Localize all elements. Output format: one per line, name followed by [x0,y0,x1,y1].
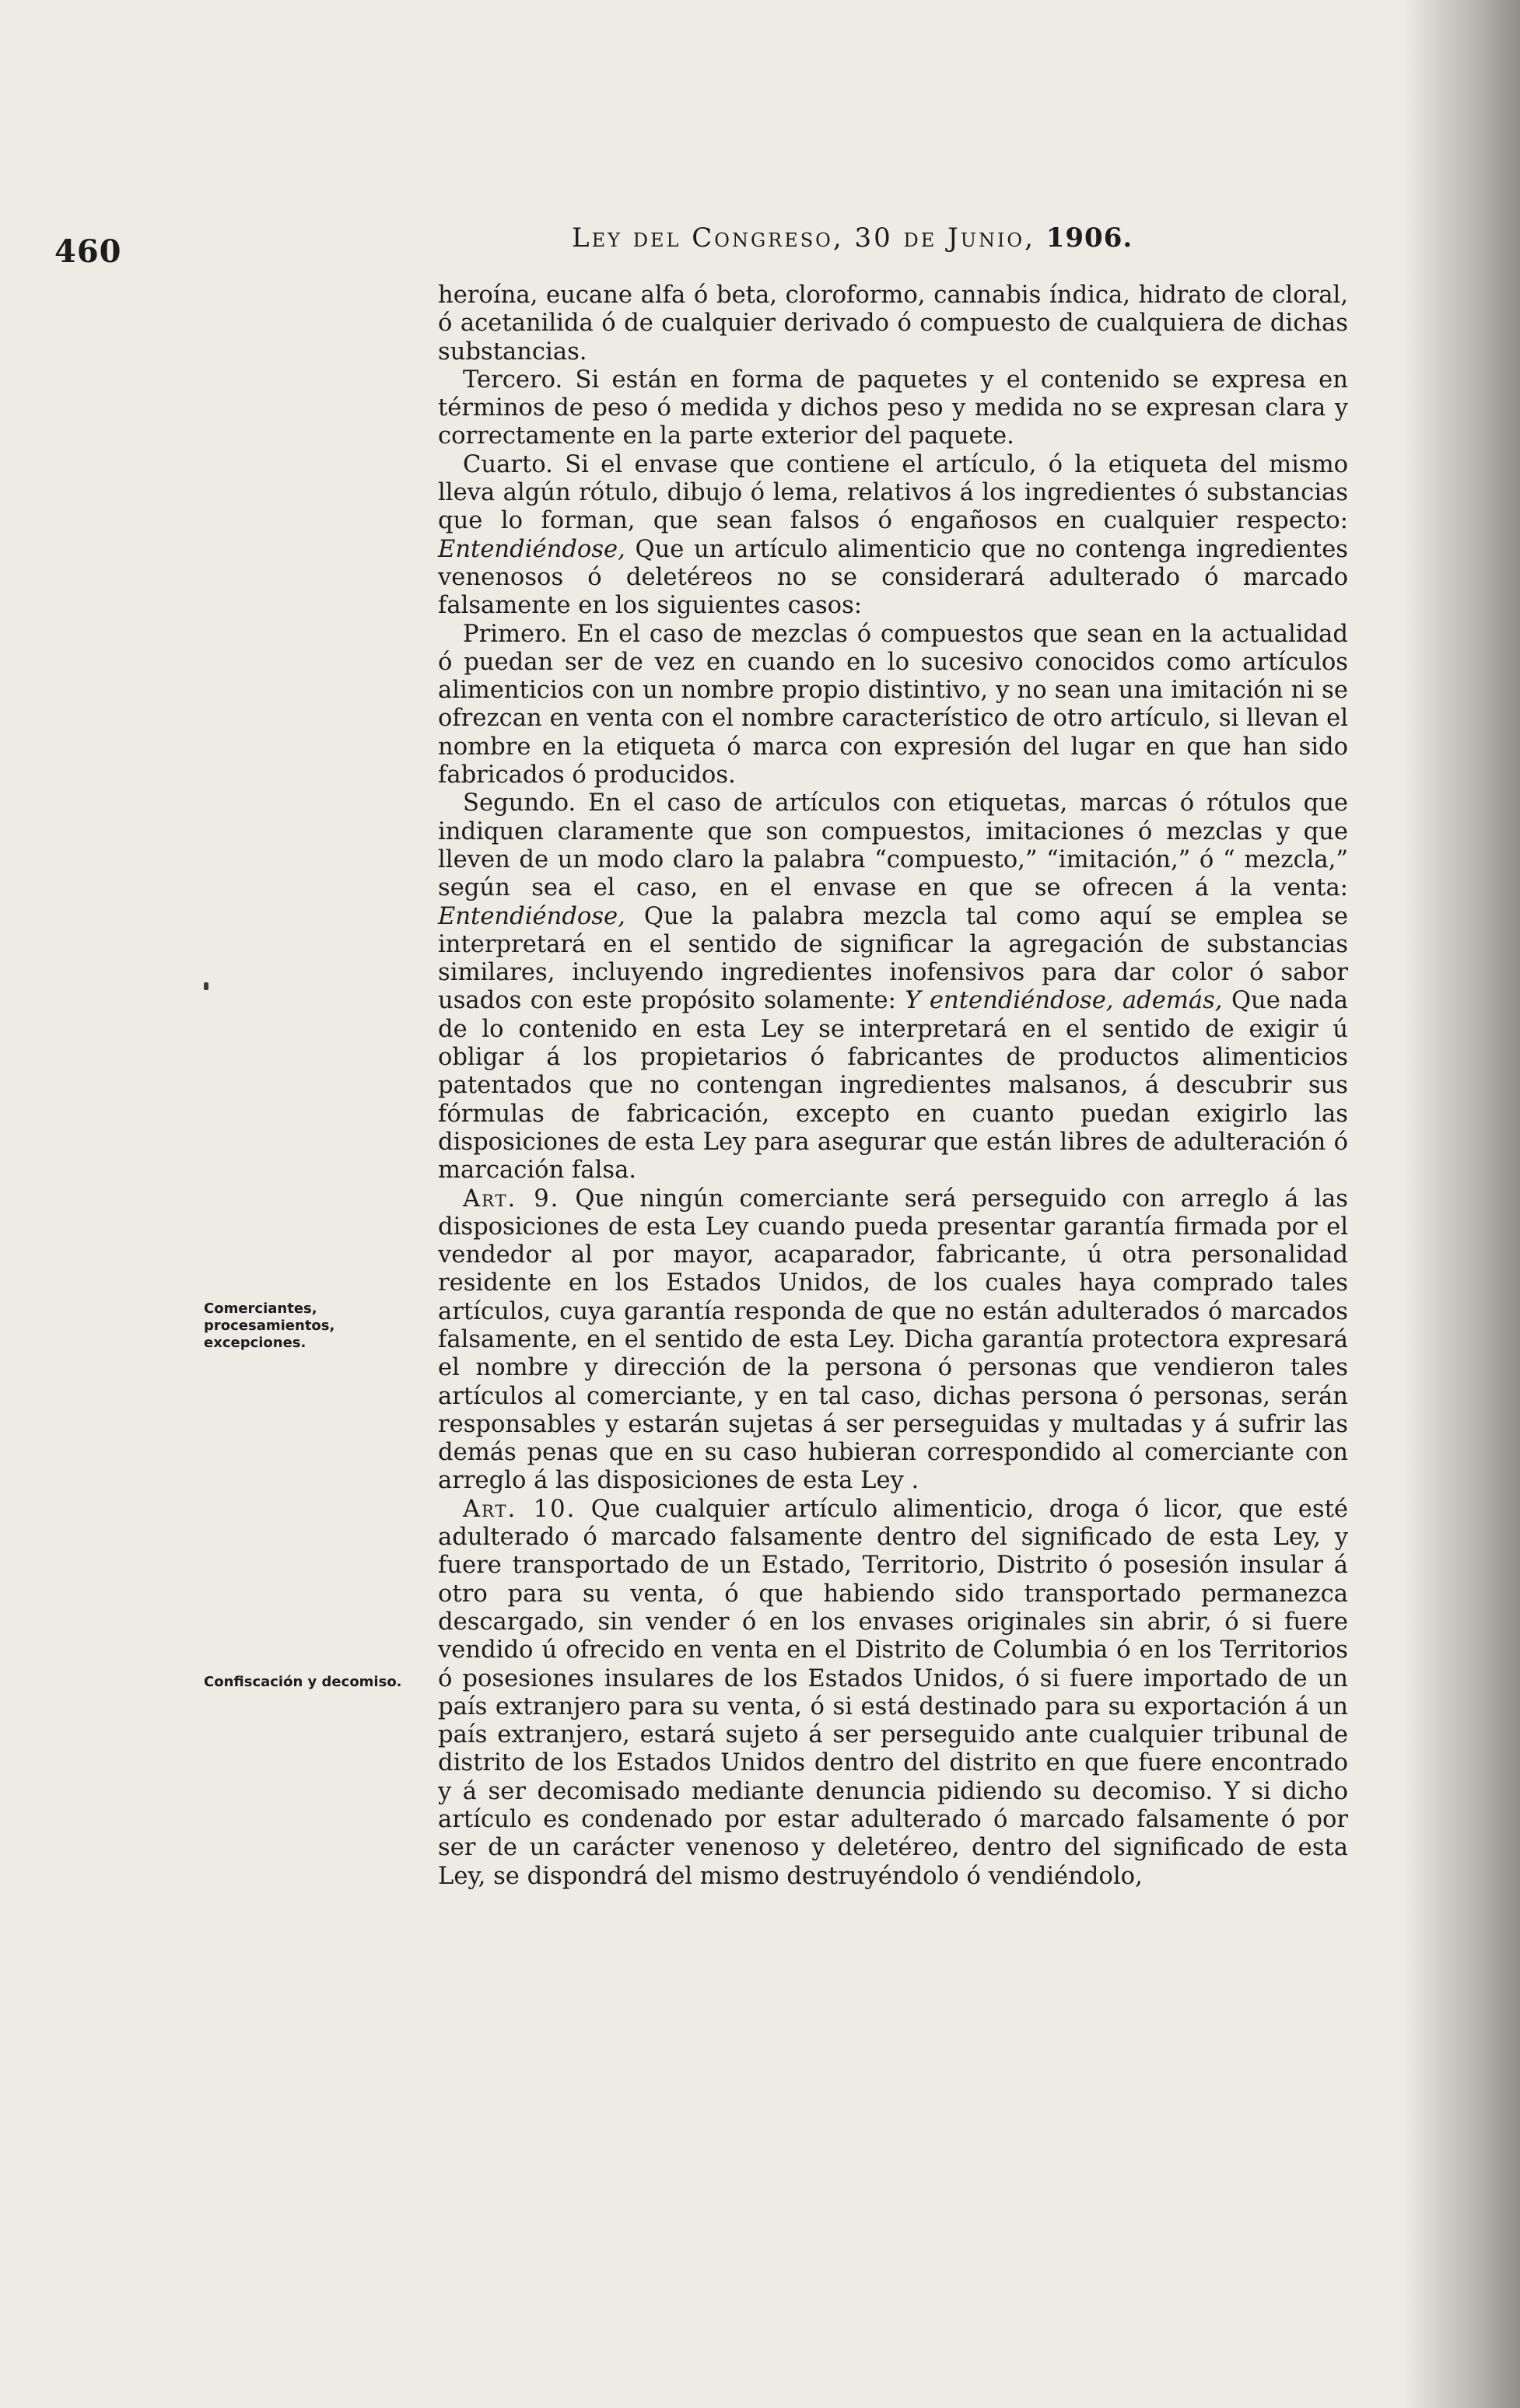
paragraph-tercero: Tercero. Si están en forma de paquetes y el contenido se expresa en términos de peso ó medida y dichos peso y medida no se expresan clara y correctamente en la parte exterior del paquete. [438,366,1348,450]
margin-note-confiscacion: Confiscación y decomiso. [204,1674,402,1690]
paragraph-primero: Primero. En el caso de mezclas ó compuestos que sean en la actualidad ó puedan ser de vez en cuando en lo sucesivo conocidos como artículos alimenticios con un nombre propio distintivo, y no sean una imitación ni se ofrezcan en venta con el nombre característico de otro artículo, si llevan el nombre en la etiqueta ó marca con expresión del lugar en que han sido fabricados ó producidos. [438,620,1348,789]
running-head [572,222,1133,254]
cuarto-emphasis: Entendiéndose, [438,535,625,563]
cuarto-text: Cuarto. Si el envase que contiene el artículo, ó la etiqueta del mismo lleva algún rótulo, dibujo ó lema, relativos á los ingredientes ó substancias que lo forman, que sean falsos ó engañosos en cualquier respecto: [438,450,1348,535]
paragraph-segundo [438,789,1348,1185]
segundo-emphasis-2: Y entendiéndose, además, [905,987,1223,1015]
segundo-text-cont: Que la palabra mezcla tal como aquí se emplea se interpretará en el sentido de significar la agregación de substancias similares, incluyendo ingredientes inofensivos para dar color ó sabor usados con este propósito solamente: [438,902,1348,1015]
article-10-label: Art. 10. [463,1495,576,1523]
page-edge-shadow [1403,0,1520,2408]
segundo-text: Segundo. En el caso de artículos con etiquetas, marcas ó rótulos que indiquen claramente que son compuestos, imitaciones ó mezclas y que lleven de un modo claro la palabra “compuesto,” “imitación,” ó “ mezcla,” según sea el caso, en el envase en que se ofrecen á la venta: [438,789,1348,902]
segundo-text-end: Que nada de lo contenido en esta Ley se interpretará en el sentido de exigir ú obligar á los propietarios ó fabricantes de productos alimenticios patentados que no contengan ingredientes malsanos, á descubrir sus fórmulas de fabricación, excepto en cuanto puedan exigirlo las disposiciones de esta Ley para asegurar que están libres de adulteración ó marcación falsa. [438,987,1348,1185]
paragraph-heroina: heroína, eucane alfa ó beta, cloroformo, cannabis índica, hidrato de cloral, ó acetanilida ó de cualquier derivado ó compuesto de cualquiera de dichas substancias. [438,282,1348,366]
article-9-text: Que ningún comerciante será perseguido con arreglo á las disposiciones de esta Ley cuando pueda presentar garantía firmada por el vendedor al por mayor, acaparador, fabricante, ú otra personalidad residente en los Estados Unidos, de los cuales haya comprado tales artículos, cuya garantía responda de que no están adulterados ó marcados falsamente, en el sentido de esta Ley. Dicha garantía protectora expresará el nombre y dirección de la persona ó personas que vendieron tales artículos al comerciante, y en tal caso, dichas persona ó personas, serán responsables y estarán sujetas á ser perseguidas y multadas y á sufrir las demás penas que en su caso hubieran correspondido al comerciante con arreglo á las disposiciones de esta Ley . [438,1185,1348,1495]
body-text [438,282,1348,1891]
paragraph-cuarto [438,451,1348,621]
article-10 [438,1496,1348,1891]
running-head-title: Ley del Congreso, 30 de Junio, [572,222,1035,254]
article-10-text: Que cualquier artículo alimenticio, droga ó licor, que esté adulterado ó marcado falsamente dentro del significado de esta Ley, y fuere transportado de un Estado, Territorio, Distrito ó posesión insular á otro para su venta, ó que habiendo sido transportado permanezca descargado, sin vender ó en los envases originales sin abrir, ó si fuere vendido ú ofrecido en venta en el Distrito de Columbia ó en los Territorios ó posesiones insulares de los Estados Unidos, ó si fuere importado de un país extranjero para su venta, ó si está destinado para su exportación á un país extranjero, estará sujeto á ser perseguido ante cualquier tribunal de distrito de los Estados Unidos dentro del distrito en que fuere encontrado y á ser decomisado mediante denuncia pidiendo su decomiso. Y si dicho artículo es condenado por estar adulterado ó marcado falsamente ó por ser de un carácter venenoso y deletéreo, dentro del significado de esta Ley, se dispondrá del mismo destruyéndolo ó vendiéndolo, [438,1495,1348,1890]
margin-ink-mark [204,982,208,990]
cuarto-text-cont: Que un artículo alimenticio que no contenga ingredientes venenosos ó deletéreos no se considerará adulterado ó marcado falsamente en los siguientes casos: [438,535,1348,620]
article-9-label: Art. 9. [463,1185,560,1213]
margin-note-comerciantes: Comerciantes, procesamientos, excepciones. [204,1300,335,1351]
article-9 [438,1185,1348,1496]
page-number: 460 [54,233,122,270]
running-head-year: 1906. [1045,222,1133,254]
segundo-emphasis-1: Entendiéndose, [438,902,625,930]
